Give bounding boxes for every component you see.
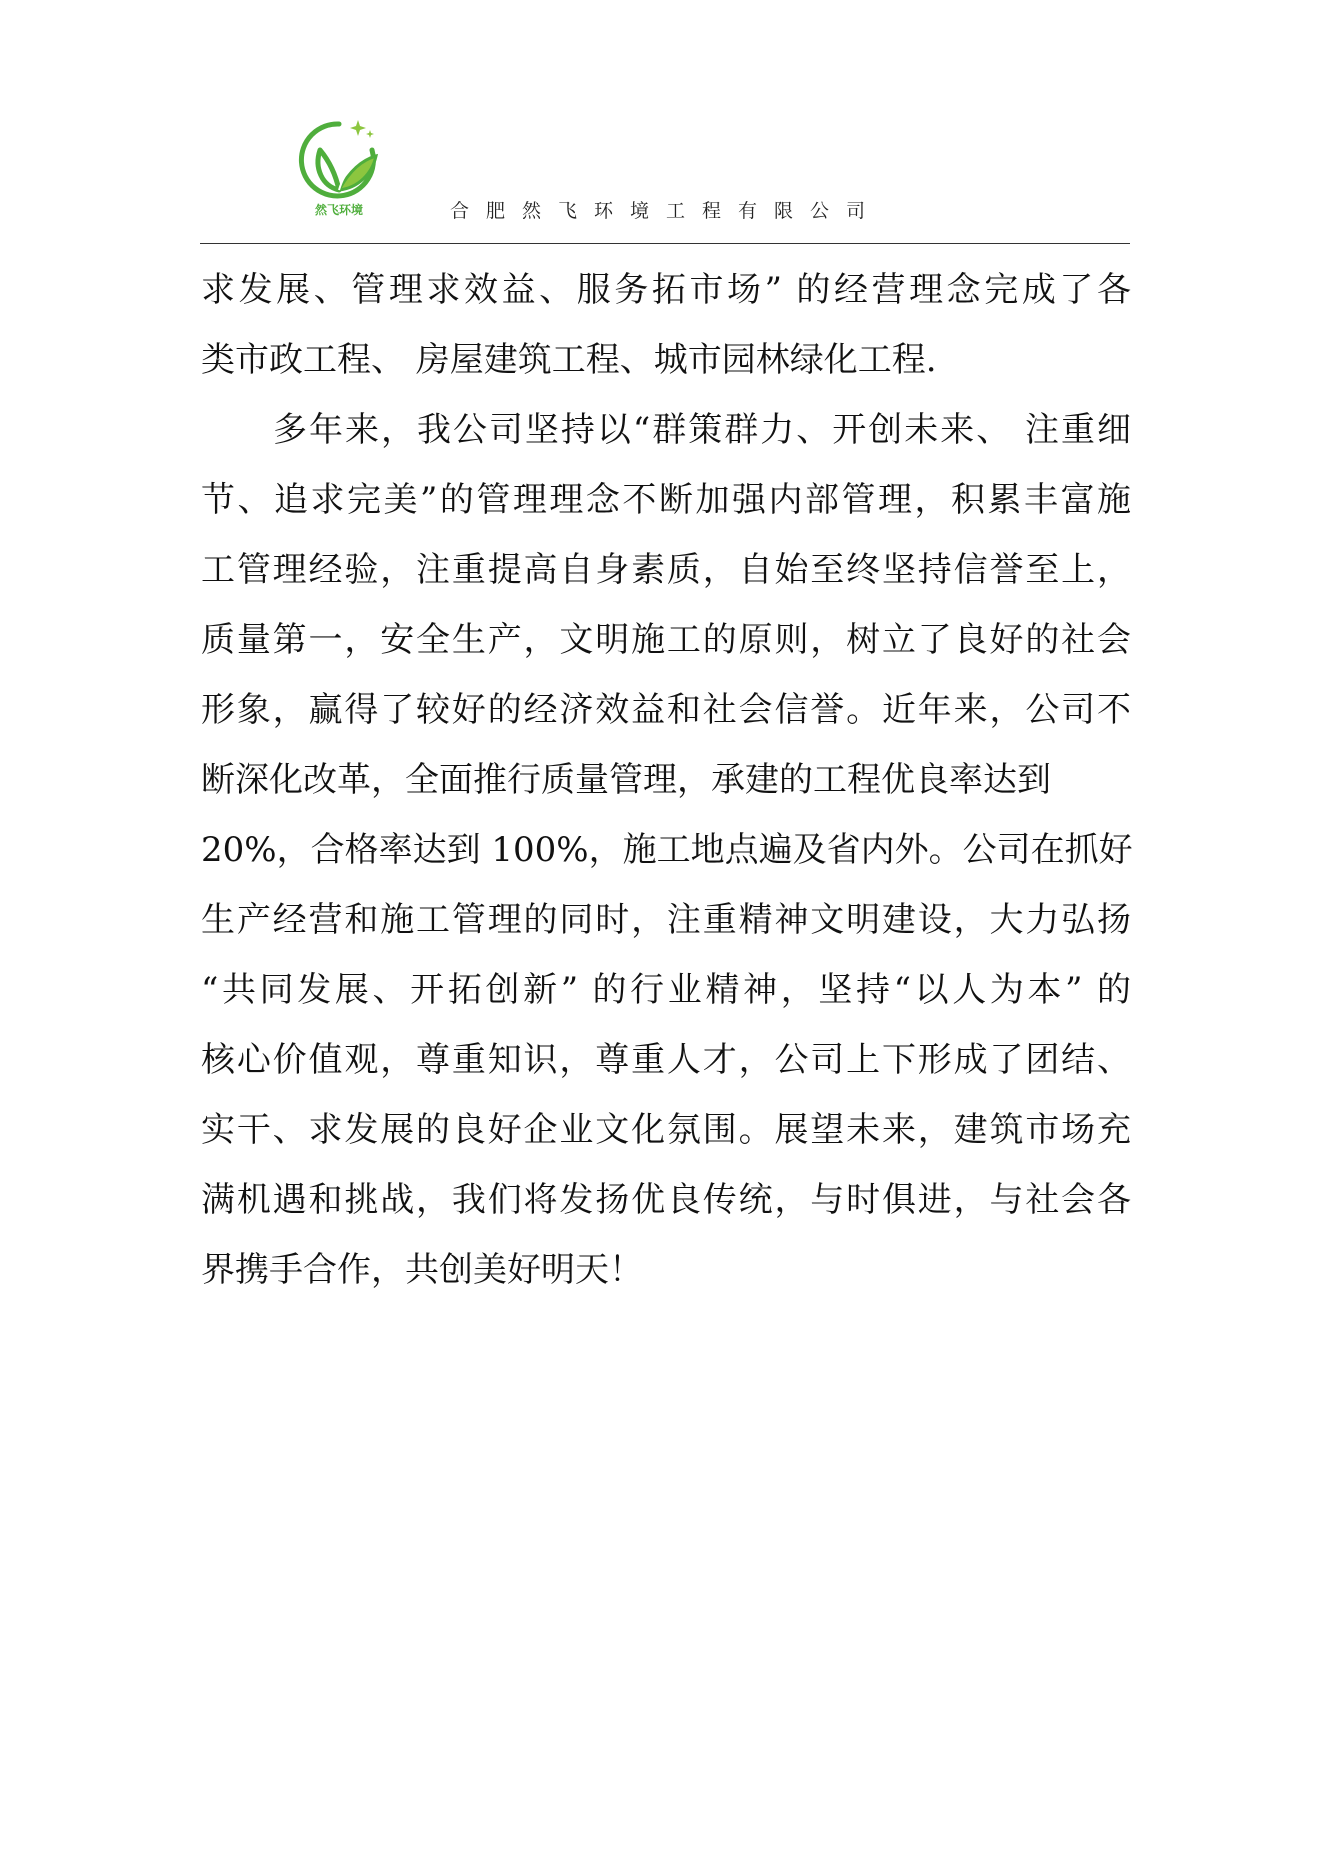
company-name: 合肥然飞环境工程有限公司 [450, 200, 883, 222]
text-line: 多年来，我公司坚持以“群策群力、开创未来、 注重细 [201, 410, 1132, 450]
text-line: 实干、求发展的良好企业文化氛围。展望未来，建筑市场充 [201, 1110, 1131, 1150]
text-line: 求发展、管理求效益、服务拓市场” 的经营理念完成了各 [201, 270, 1131, 310]
text-line: 工管理经验，注重提高自身素质，自始至终坚持信誉至上， [201, 550, 1131, 590]
text-line: 满机遇和挑战，我们将发扬优良传统，与时俱进，与社会各 [201, 1180, 1131, 1220]
text-line: 类市政工程、 房屋建筑工程、城市园林绿化工程. [201, 340, 937, 380]
text-line: 形象，赢得了较好的经济效益和社会信誉。近年来，公司不 [201, 690, 1131, 730]
body-text [201, 255, 1131, 1305]
text-line: 20%，合格率达到 100%，施工地点遍及省内外。公司在抓好 [201, 830, 1133, 870]
text-line: 生产经营和施工管理的同时，注重精神文明建设，大力弘扬 [201, 900, 1131, 940]
header-divider [200, 243, 1130, 244]
leaf-logo-icon [284, 110, 394, 220]
company-logo [284, 110, 394, 220]
text-line: 核心价值观，尊重知识，尊重人才，公司上下形成了团结、 [201, 1040, 1131, 1080]
text-line: 界携手合作，共创美好明天！ [201, 1250, 643, 1290]
page-header [200, 110, 1130, 240]
text-line: 节、追求完美”的管理理念不断加强内部管理，积累丰富施 [201, 480, 1131, 520]
text-line: “共同发展、开拓创新” 的行业精神，坚持“以人为本” 的 [201, 970, 1131, 1010]
text-line: 质量第一，安全生产，文明施工的原则，树立了良好的社会 [201, 620, 1131, 660]
text-line: 断深化改革，全面推行质量管理，承建的工程优良率达到 [201, 760, 1051, 800]
svg-text:然飞环境: 然飞环境 [314, 203, 364, 217]
